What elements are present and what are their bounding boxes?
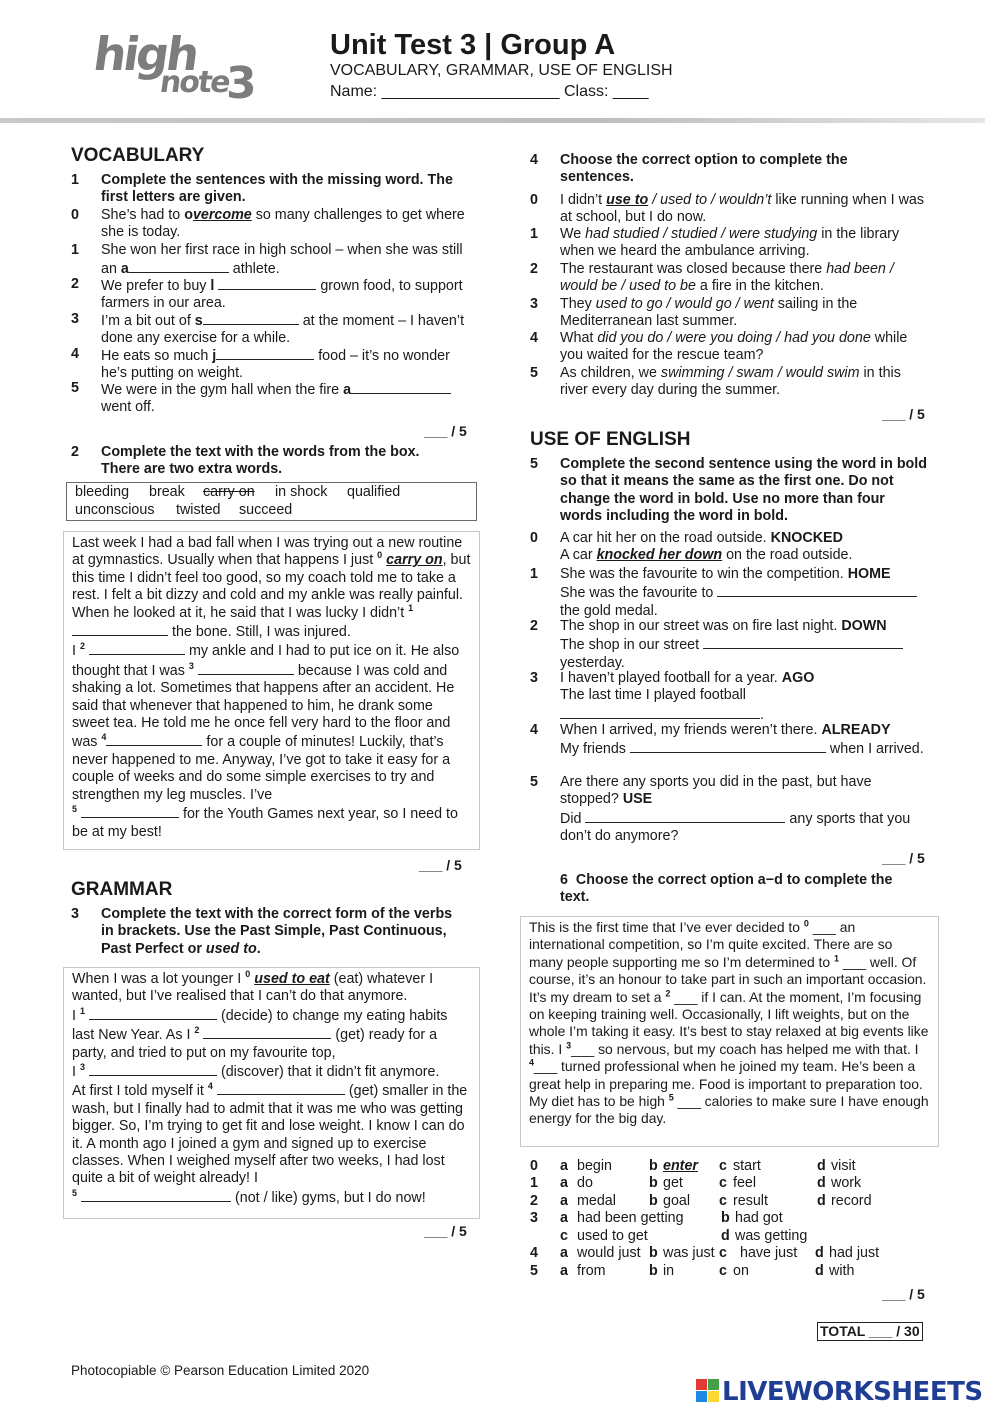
- word-box: [66, 482, 477, 521]
- q3-score: ___ / 5: [424, 1223, 467, 1239]
- q6-5-a[interactable]: from: [577, 1263, 606, 1279]
- logo-number: 3: [226, 58, 257, 109]
- page-title: Unit Test 3 | Group A: [330, 29, 616, 61]
- q6-0-b[interactable]: enter: [663, 1158, 698, 1174]
- q2-blank-4[interactable]: [106, 732, 202, 746]
- q6-0-d[interactable]: visit: [831, 1158, 856, 1174]
- q6-2-a[interactable]: medal: [577, 1193, 616, 1209]
- q6-5-b[interactable]: in: [663, 1263, 675, 1279]
- q6-1-d[interactable]: work: [831, 1175, 862, 1191]
- q4-score: ___ / 5: [882, 406, 925, 422]
- logo-note: note: [157, 65, 232, 100]
- word-qualified: qualified: [347, 484, 401, 500]
- q3-blank-4[interactable]: [217, 1081, 345, 1095]
- q2-blank-3[interactable]: [198, 661, 294, 675]
- q6-2-c[interactable]: result: [733, 1193, 768, 1209]
- page-subtitle: VOCABULARY, GRAMMAR, USE OF ENGLISH: [330, 62, 673, 79]
- vocabulary-heading: VOCABULARY: [71, 145, 205, 166]
- word-bleeding: bleeding: [75, 484, 130, 500]
- q6-2-b[interactable]: goal: [663, 1193, 691, 1209]
- footer-copyright: Photocopiable © Pearson Education Limited 2020: [71, 1363, 370, 1378]
- word-succeed: succeed: [239, 502, 293, 518]
- q6-1-a[interactable]: do: [577, 1175, 593, 1191]
- q1-score: ___ / 5: [424, 423, 467, 439]
- q6-4-a[interactable]: would just: [577, 1245, 641, 1261]
- q6-4-c[interactable]: have just: [740, 1245, 798, 1261]
- q3-text-box: [63, 967, 480, 1219]
- q6-3-b[interactable]: had got: [735, 1210, 783, 1226]
- q6-3-d[interactable]: was getting: [735, 1228, 808, 1244]
- word-unconscious: unconscious: [75, 502, 155, 518]
- q6-3-c[interactable]: used to get: [577, 1228, 648, 1244]
- name-class-line[interactable]: Name: ____________________ Class: ____: [330, 83, 649, 100]
- header-rule: [0, 118, 985, 123]
- total-score: TOTAL ___ / 30: [817, 1322, 923, 1341]
- q6-score: ___ / 5: [882, 1286, 925, 1302]
- q2-blank-2[interactable]: [89, 641, 185, 655]
- q3-blank-3[interactable]: [89, 1062, 217, 1076]
- q2-text-box: [63, 531, 480, 850]
- q6-0-a[interactable]: begin: [577, 1158, 612, 1174]
- q6-1-b[interactable]: get: [663, 1175, 683, 1191]
- q2-blank-5[interactable]: [81, 804, 179, 818]
- word-twisted: twisted: [176, 502, 221, 518]
- word-break: break: [149, 484, 185, 500]
- q3-blank-1[interactable]: [89, 1006, 217, 1020]
- liveworksheets-wordmark: LIVEWORKSHEETS: [722, 1377, 983, 1407]
- word-in-shock: in shock: [275, 484, 328, 500]
- q6-5-d[interactable]: with: [829, 1263, 855, 1279]
- use-of-english-heading: USE OF ENGLISH: [530, 429, 691, 450]
- q6-3-a[interactable]: had been getting: [577, 1210, 684, 1226]
- q6-text-box: [520, 916, 939, 1147]
- q2-score: ___ / 5: [419, 857, 462, 873]
- q3-text: When I was a lot younger I $^0$ used to eat (eat) whatever I wanted, but I’ve realised that I can’t do that anymore. I $^1$ (decide) to change my eating habits last New Year. As I $^2$ (get) ready for a party, and tried to put on my favourite top, I $^3$ (discover) that it didn’t fit anymore. At first I told myself it $^4$ (get) smaller in the wash, but I finally had to admit that it was me who was getting bigger. So, I’m trying to get fit and lose weight. I know I can do it. A month ago I joined a gym and signed up to exercise classes. When I weighed myself after two weeks, I had lost quite a bit of weight already! I $^5$ (not / like) gyms, but I do now!: [72, 969, 468, 1206]
- liveworksheets-icon: [696, 1379, 720, 1403]
- q6-0-c[interactable]: start: [733, 1158, 761, 1174]
- logo-high: high: [90, 27, 200, 81]
- q2-text: Last week I had a bad fall when I was trying out a new routine at gymnastics. Usually when that happens I just $^0$ carry on, but this time I didn’t feel too good, so my coach told me to take a rest. I felt a bit dizzy and cold and my ankle was really painful. When he looked at it, he said that I was lucky I didn’t $^1$ the bone. Still, I was injured. I $^2$ my ankle and I had to put ice on it. He also thought that I was $^3$ because I was cold and shaking a lot. Sometimes that happens after an accident. He said that whenever that happened to him, he drank some sweet tea. He told me he once fell very hard to the floor and was $^4$ for a couple of minutes! Luckily, that’s never happened to me. Anyway, I’ve got to take it easy for a couple of weeks and do some simple exercises to try and strengthen my leg muscles. I’ve $^5$ for the Youth Games next year, so I need to be at my best!: [72, 535, 471, 840]
- q3-blank-2[interactable]: [203, 1025, 331, 1039]
- q5-score: ___ / 5: [882, 850, 925, 866]
- q6-4-b[interactable]: was just: [663, 1245, 715, 1261]
- q6-1-c[interactable]: feel: [733, 1175, 757, 1191]
- q6-text: This is the first time that I’ve ever decided to $^0$ ___ an international competition, so I’m quite excited. There are so many people supporting me so I’m determined to $^1$ ___ well. Of course, it’s an honour to take part in such an important occasion. It’s my dream to set a $^2$ ___ if I can. At the moment, I’m focusing on keeping training well. Occasionally, I lift weights, but on the whole I’m taking it easy. It’s best to stay relaxed at big events like this. I $^3$___ so nervous, but my coach has helped me with that. I $^4$___ turned professional when he joined my team. He’s been a great help in preparing me. Food is important to preparation too. My diet has to be high $^5$ ___ calories to make sure I have enough energy for the big day.: [529, 918, 929, 1127]
- q6-4-d[interactable]: had just: [829, 1245, 880, 1261]
- q2-blank-1[interactable]: [72, 622, 168, 636]
- q6-2-d[interactable]: record: [831, 1193, 872, 1209]
- grammar-heading: GRAMMAR: [71, 879, 173, 900]
- word-carry-on: carry on: [203, 484, 255, 500]
- q6-5-c[interactable]: on: [733, 1263, 749, 1279]
- q3-blank-5[interactable]: [81, 1188, 231, 1202]
